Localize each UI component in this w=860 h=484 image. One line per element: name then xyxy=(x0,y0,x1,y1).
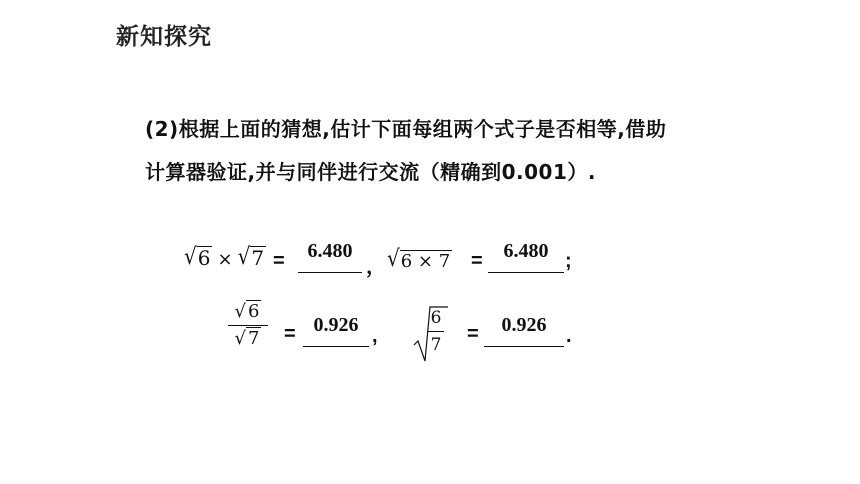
comma: , xyxy=(372,325,378,347)
fraction-bar xyxy=(428,331,444,332)
fraction-sqrt6-over-sqrt7 xyxy=(228,300,268,351)
denominator: √ 7 xyxy=(234,328,260,349)
period: . xyxy=(566,325,572,347)
comma: ， xyxy=(366,256,386,278)
answer-blank xyxy=(298,240,362,273)
fraction-6-over-7 xyxy=(428,306,444,357)
radical-6: √6 xyxy=(184,242,211,270)
answer-value: 6.480 xyxy=(503,240,549,262)
radical-7: √7 xyxy=(237,242,265,270)
numerator: √ 6 xyxy=(234,301,260,322)
answer-value: 6.480 xyxy=(307,240,353,262)
times-operator: × xyxy=(217,249,233,270)
fraction-bar xyxy=(228,325,268,326)
answer-blank xyxy=(484,314,564,347)
question-line-2: 计算器验证,并与同伴进行交流（精确到0.001）. xyxy=(145,160,596,184)
question-text xyxy=(145,108,785,194)
expr-sqrt-6x7 xyxy=(387,244,452,273)
equals-sign: = xyxy=(471,250,483,272)
equals-sign: = xyxy=(284,323,296,345)
page-title: 新知探究 xyxy=(116,24,212,50)
answer-blank xyxy=(303,314,369,347)
equals-sign: = xyxy=(467,323,479,345)
question-line-1: (2)根据上面的猜想,估计下面每组两个式子是否相等,借助 xyxy=(145,117,667,141)
semicolon: ; xyxy=(565,250,572,272)
equals-sign: = xyxy=(273,250,285,272)
expr-sqrt6-times-sqrt7 xyxy=(184,242,266,270)
answer-blank xyxy=(488,240,564,273)
answer-value: 0.926 xyxy=(501,314,547,336)
denominator: 7 xyxy=(430,335,442,355)
radical-6x7: √6 × 7 xyxy=(387,244,451,272)
numerator: 6 xyxy=(430,308,442,328)
answer-value: 0.926 xyxy=(313,314,359,336)
